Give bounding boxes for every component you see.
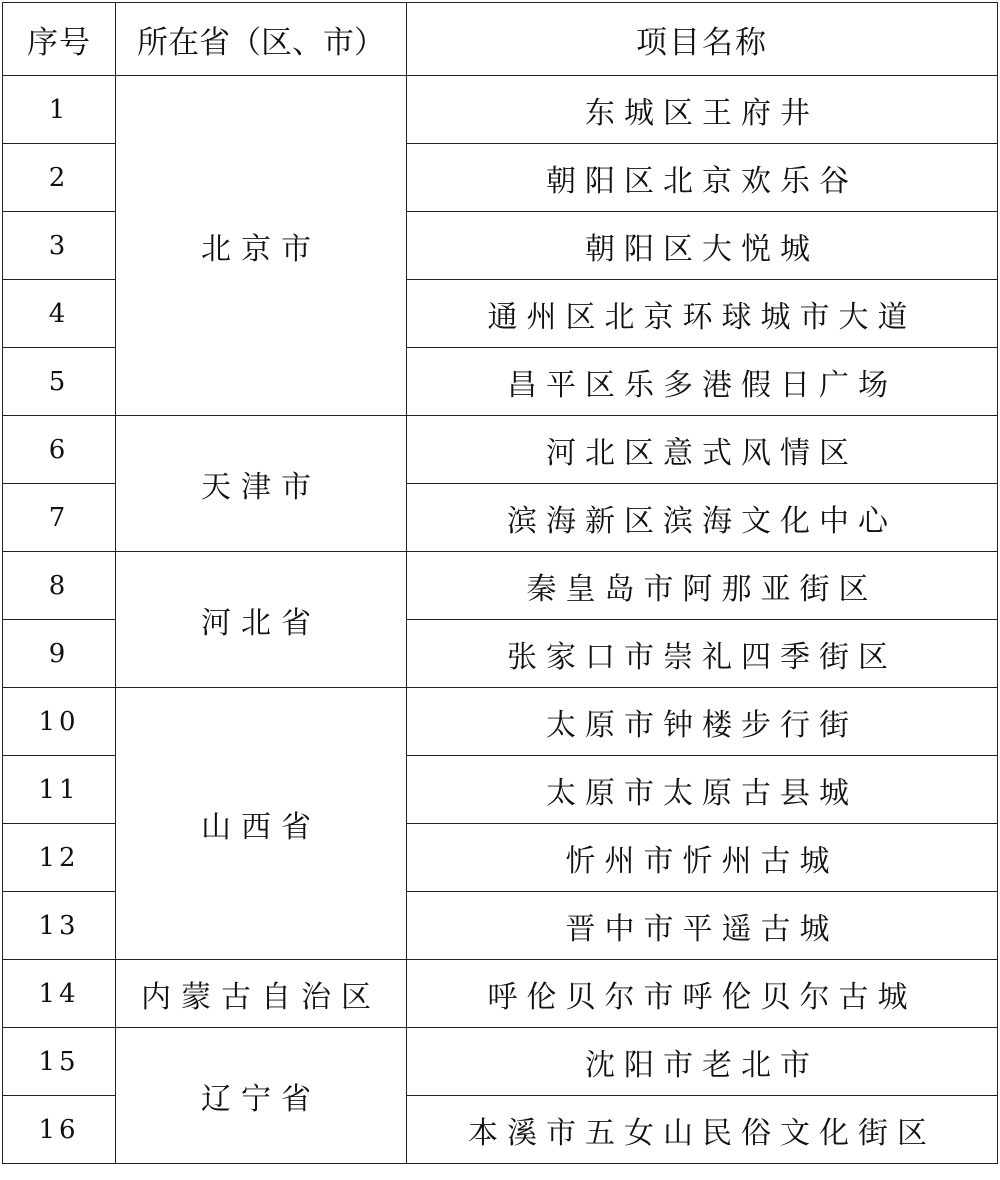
- row-seq: 11: [3, 756, 116, 824]
- row-seq: 2: [3, 144, 116, 212]
- row-seq: 5: [3, 348, 116, 416]
- row-seq: 12: [3, 824, 116, 892]
- table-row: [3, 76, 998, 144]
- row-province: 天津市: [116, 416, 407, 552]
- header-project: 项目名称: [407, 3, 998, 76]
- table-row: [3, 1028, 998, 1096]
- row-project-name: 东城区王府井: [407, 76, 998, 144]
- row-seq: 8: [3, 552, 116, 620]
- row-project-name: 晋中市平遥古城: [407, 892, 998, 960]
- header-seq: 序号: [3, 3, 116, 76]
- table-row: [3, 688, 998, 756]
- row-province: 内蒙古自治区: [116, 960, 407, 1028]
- row-seq: 14: [3, 960, 116, 1028]
- row-project-name: 秦皇岛市阿那亚街区: [407, 552, 998, 620]
- row-seq: 4: [3, 280, 116, 348]
- row-province: 北京市: [116, 76, 407, 416]
- row-seq: 16: [3, 1096, 116, 1164]
- row-seq: 3: [3, 212, 116, 280]
- header-row: [3, 3, 998, 76]
- project-table: [2, 2, 998, 1164]
- row-project-name: 滨海新区滨海文化中心: [407, 484, 998, 552]
- row-project-name: 忻州市忻州古城: [407, 824, 998, 892]
- row-project-name: 本溪市五女山民俗文化街区: [407, 1096, 998, 1164]
- row-project-name: 昌平区乐多港假日广场: [407, 348, 998, 416]
- row-province: 辽宁省: [116, 1028, 407, 1164]
- row-seq: 6: [3, 416, 116, 484]
- row-seq: 15: [3, 1028, 116, 1096]
- table-row: [3, 960, 998, 1028]
- header-province: 所在省（区、市）: [116, 3, 407, 76]
- row-project-name: 朝阳区大悦城: [407, 212, 998, 280]
- row-project-name: 沈阳市老北市: [407, 1028, 998, 1096]
- row-project-name: 张家口市崇礼四季街区: [407, 620, 998, 688]
- row-project-name: 呼伦贝尔市呼伦贝尔古城: [407, 960, 998, 1028]
- row-project-name: 河北区意式风情区: [407, 416, 998, 484]
- row-seq: 7: [3, 484, 116, 552]
- row-seq: 9: [3, 620, 116, 688]
- row-seq: 13: [3, 892, 116, 960]
- row-seq: 10: [3, 688, 116, 756]
- row-project-name: 通州区北京环球城市大道: [407, 280, 998, 348]
- row-project-name: 太原市钟楼步行街: [407, 688, 998, 756]
- row-project-name: 朝阳区北京欢乐谷: [407, 144, 998, 212]
- row-project-name: 太原市太原古县城: [407, 756, 998, 824]
- row-province: 山西省: [116, 688, 407, 960]
- row-province: 河北省: [116, 552, 407, 688]
- table-row: [3, 552, 998, 620]
- table-row: [3, 416, 998, 484]
- row-seq: 1: [3, 76, 116, 144]
- table-body: [3, 76, 998, 1164]
